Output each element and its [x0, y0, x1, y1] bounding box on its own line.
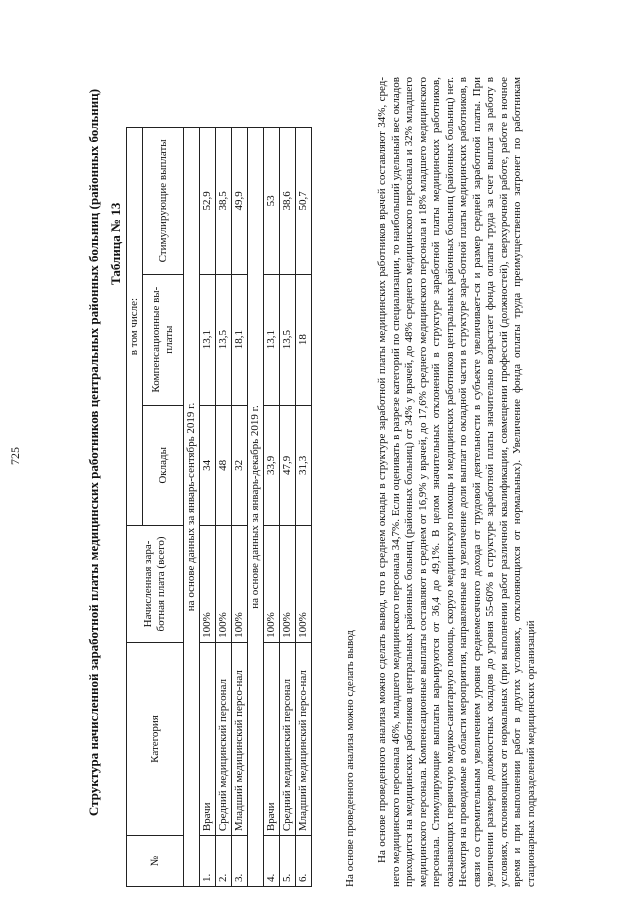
table-number: Таблица № 13 [108, 202, 123, 285]
row-total: 100% [200, 526, 216, 643]
section-row [184, 128, 200, 887]
table-row [216, 128, 232, 887]
header-compensation: Компенсационные вы-платы [143, 274, 184, 405]
page-number: 725 [8, 447, 22, 465]
row-no: 3. [232, 836, 248, 887]
table-row [280, 128, 296, 887]
table-row [264, 128, 280, 887]
row-compensation: 18 [296, 274, 312, 405]
header-including: в том числе: [127, 128, 143, 526]
row-total: 100% [216, 526, 232, 643]
row-incentive: 52,9 [200, 128, 216, 275]
row-compensation: 13,5 [280, 274, 296, 405]
row-salary: 34 [200, 405, 216, 526]
section-label: на основе данных за январь-декабрь 2019 г. [248, 128, 264, 887]
row-no: 2. [216, 836, 232, 887]
row-category: Младший медицинский персо-нал [232, 642, 248, 835]
row-compensation: 13,5 [216, 274, 232, 405]
page-title: Структура начисленной заработной платы медицинских работников центральных районных больниц (районных больниц) [86, 88, 101, 817]
row-no: 5. [280, 836, 296, 887]
analysis-paragraph: На основе проведенного анализа можно сделать вывод, что в среднем оклады в структуре заработной платы медицинских работников врачей составляют 34%, сред-него медицинского персонала 46%, младшего медицинского персонала 34,7%. Если оценивать в разрезе категорий по специализации, то наибольший удельный вес окладов приходится на медицинских работников центральных районных больниц (районных больниц) от 34% у врачей, до 48% среднего медицинского персонала и 32% младшего медицинского персонала. Компенсационные выплаты составляют в среднем от 16,9% у врачей, до 17,6% среднего медицинского персонала и 18% младшего медицинского персонала. Стимулирующие выплаты варьируются от 36,4 до 49,1%. В целом значительных отклонений в структуре заработной платы медицинских работников, оказывающих первичную медико-санитарную помощь, скорую медицинскую помощь и медицинских работников центральных районных больниц (районных больниц) нет. Несмотря на проводимые в области мероприятия, направленные на увеличение доли выплат по окладной части в структуре зара-ботной платы медицинских работников, в связи со стремительным увеличением уровня среднемесячного дохода от трудовой деятельности в субъекте увеличивает-ся и размер средней заработной платы. При увеличении размеров должностных окладов до уровня 55-60% в структуре заработной платы значительно возрастает фонда оплаты труда за счет выплат за работу в условиях, отклоняющихся от нормальных (при выполнении работ различной квалификации, совмещении профессий (должностей), сверхурочной работе, работе в ночное время и при выполнении работ в других условиях, отклоняющихся от нормальных). Увеличение фонда оплаты труда преимущественно затронет по работникам стационарных подразделений медицинских организаций [376, 77, 537, 887]
conclusion-line: На основе проведенного анализа можно сделать вывод [344, 630, 356, 887]
row-category: Врачи [200, 642, 216, 835]
header-incentive: Стимулирующие выплаты [143, 128, 184, 275]
row-incentive: 38,6 [280, 128, 296, 275]
row-salary: 31,3 [296, 405, 312, 526]
row-no: 6. [296, 836, 312, 887]
row-incentive: 38,5 [216, 128, 232, 275]
row-category: Средний медицинский персонал [280, 642, 296, 835]
row-compensation: 13,1 [200, 274, 216, 405]
row-salary: 32 [232, 405, 248, 526]
row-incentive: 49,9 [232, 128, 248, 275]
table-row [232, 128, 248, 887]
row-compensation: 18,1 [232, 274, 248, 405]
salary-structure-table [126, 127, 312, 887]
row-no: 4. [264, 836, 280, 887]
row-salary: 47,9 [280, 405, 296, 526]
row-no: 1. [200, 836, 216, 887]
row-compensation: 13,1 [264, 274, 280, 405]
row-incentive: 53 [264, 128, 280, 275]
row-incentive: 50,7 [296, 128, 312, 275]
table-row [200, 128, 216, 887]
row-total: 100% [280, 526, 296, 643]
header-no: № [127, 836, 184, 887]
table-row [296, 128, 312, 887]
header-salary: Оклады [143, 405, 184, 526]
row-category: Врачи [264, 642, 280, 835]
row-salary: 48 [216, 405, 232, 526]
table-header-row [127, 128, 143, 887]
header-category: Категория [127, 642, 184, 835]
row-total: 100% [296, 526, 312, 643]
row-category: Средний медицинский персонал [216, 642, 232, 835]
section-row [248, 128, 264, 887]
row-category: Младший медицинский персо-нал [296, 642, 312, 835]
row-total: 100% [264, 526, 280, 643]
header-total: Начисленная зара-ботная плата (всего) [127, 526, 184, 643]
section-label: на основе данных за январь-сентябрь 2019 г. [184, 128, 200, 887]
row-salary: 33,9 [264, 405, 280, 526]
row-total: 100% [232, 526, 248, 643]
